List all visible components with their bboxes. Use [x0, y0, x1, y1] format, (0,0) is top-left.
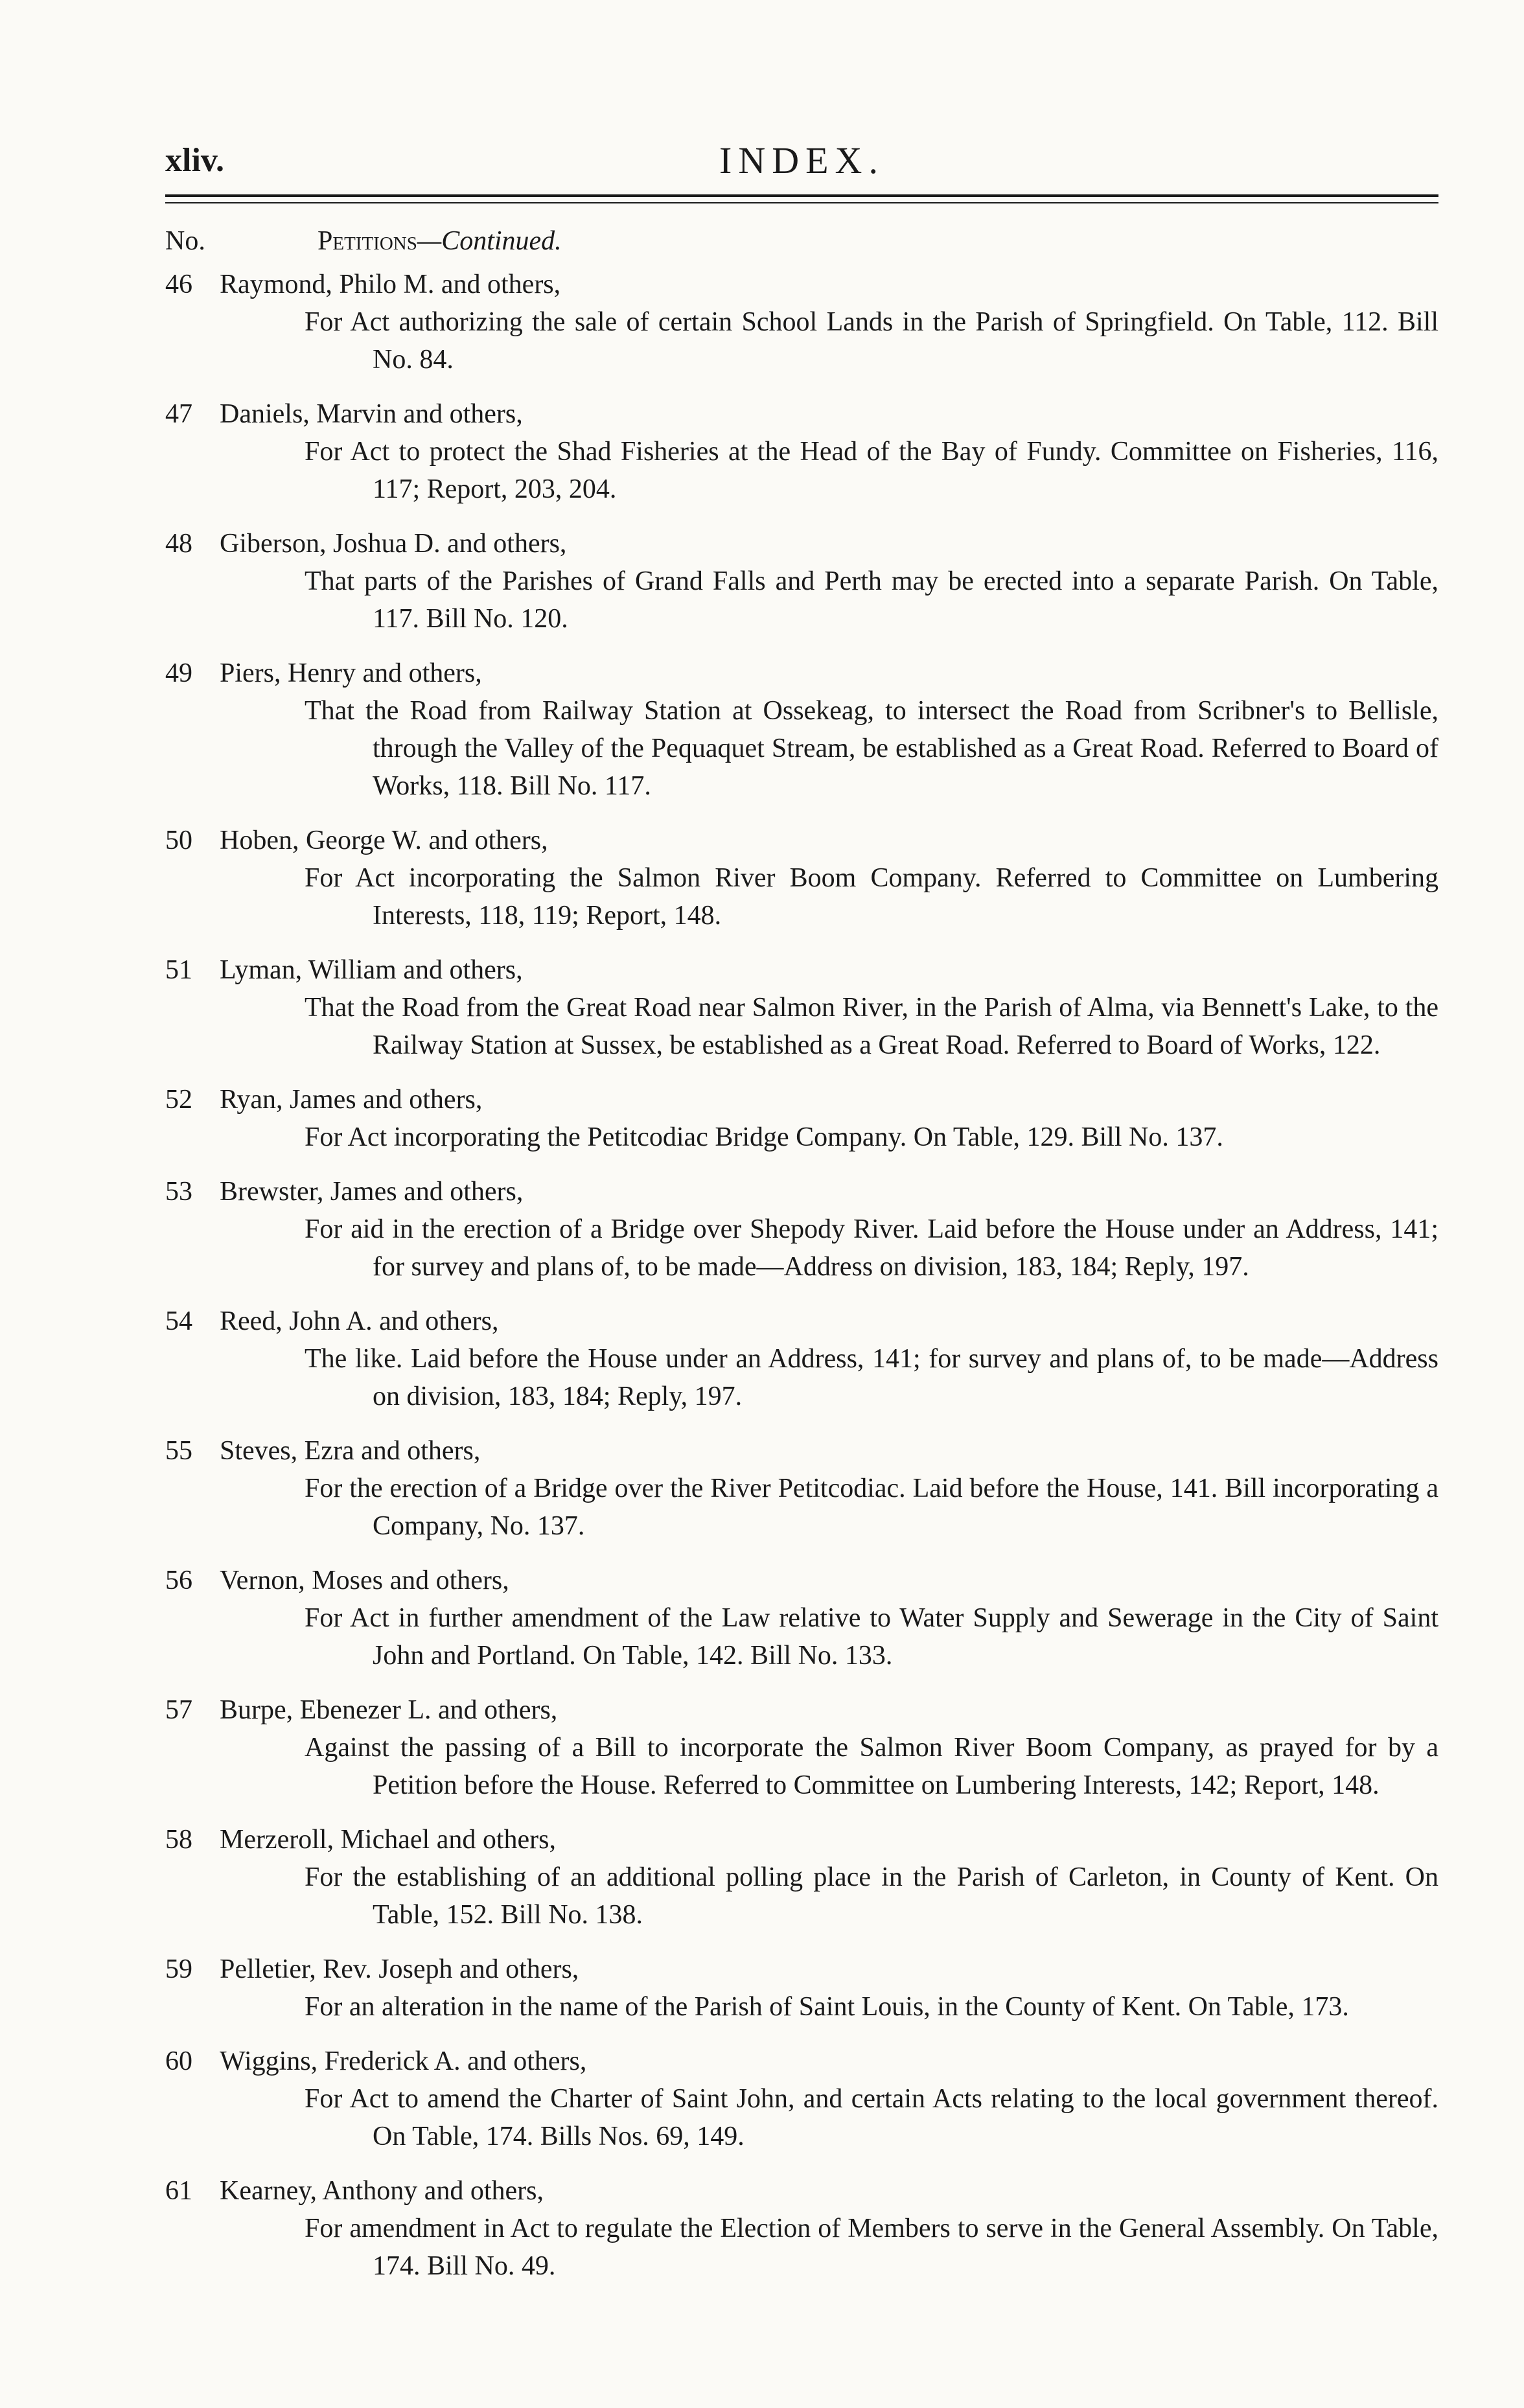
petition-entry-head	[165, 1432, 1438, 1470]
petition-number: 51	[165, 955, 192, 985]
petition-entry	[165, 395, 1438, 508]
petition-description: For Act incorporating the Petitcodiac Bridge Company. On Table, 129. Bill No. 137.	[305, 1122, 1223, 1152]
petition-entry-head	[165, 395, 1438, 433]
petition-entry	[165, 1432, 1438, 1545]
petitioner-name: Ryan, James and others,	[220, 1085, 483, 1115]
petition-number: 50	[165, 826, 192, 855]
petitioner-name: Reed, John A. and others,	[220, 1306, 499, 1336]
petition-entry-head	[165, 1562, 1438, 1599]
page-number: xliv.	[165, 142, 225, 179]
petition-number: 57	[165, 1695, 192, 1725]
petition-entry	[165, 1302, 1438, 1415]
petition-description: For Act in further amendment of the Law relative to Water Supply and Sewerage in the City of Saint John and Portland. On Table, 142. Bill No. 133.	[305, 1603, 1438, 1671]
petitioner-name: Steves, Ezra and others,	[220, 1436, 481, 1466]
petition-number: 48	[165, 529, 192, 559]
petition-entry-head	[165, 266, 1438, 303]
petitioner-name: Daniels, Marvin and others,	[220, 399, 523, 429]
petition-list	[165, 266, 1438, 2285]
petition-entry-head	[165, 525, 1438, 562]
petition-number: 54	[165, 1306, 192, 1336]
petitioner-name: Raymond, Philo M. and others,	[220, 270, 561, 299]
petitioner-name: Brewster, James and others,	[220, 1177, 524, 1207]
petition-description: For Act incorporating the Salmon River Boom Company. Referred to Committee on Lumbering Interests, 118, 119; Report, 148.	[305, 863, 1438, 931]
petition-description: For an alteration in the name of the Parish of Saint Louis, in the County of Kent. On Table, 173.	[305, 1992, 1349, 2022]
petition-description: For aid in the erection of a Bridge over Shepody River. Laid before the House under an Address, 141; for survey and plans of, to be made—Address on division, 183, 184; Reply, 197.	[305, 1214, 1438, 1282]
petitioner-name: Wiggins, Frederick A. and others,	[220, 2046, 587, 2076]
petitioner-name: Giberson, Joshua D. and others,	[220, 529, 567, 559]
petition-number: 60	[165, 2046, 192, 2076]
petitioner-name: Lyman, William and others,	[220, 955, 523, 985]
petition-number: 59	[165, 1954, 192, 1984]
petition-number: 49	[165, 658, 192, 688]
petition-entry-head	[165, 1173, 1438, 1210]
petitioner-name: Merzeroll, Michael and others,	[220, 1825, 556, 1855]
petition-entry	[165, 654, 1438, 805]
petition-description: For Act to protect the Shad Fisheries at the Head of the Bay of Fundy. Committee on Fisheries, 116, 117; Report, 203, 204.	[305, 437, 1438, 504]
petition-number: 46	[165, 270, 192, 299]
petition-description: That parts of the Parishes of Grand Falls and Perth may be erected into a separate Parish. On Table, 117. Bill No. 120.	[305, 566, 1438, 634]
petition-entry	[165, 1173, 1438, 1286]
petition-entry	[165, 951, 1438, 1064]
petition-description: That the Road from Railway Station at Ossekeag, to intersect the Road from Scribner's to Bellisle, through the Valley of the Pequaquet Stream, be established as a Great Road. Referred to Board of Works, 118. Bill No. 117.	[305, 696, 1438, 801]
petitioner-name: Piers, Henry and others,	[220, 658, 482, 688]
petition-number: 58	[165, 1825, 192, 1855]
petition-entry	[165, 1691, 1438, 1804]
petitioner-name: Vernon, Moses and others,	[220, 1566, 509, 1595]
petition-description: For the erection of a Bridge over the River Petitcodiac. Laid before the House, 141. Bill incorporating a Company, No. 137.	[305, 1474, 1438, 1541]
petition-entry	[165, 525, 1438, 638]
petition-entry-head	[165, 1951, 1438, 1988]
section-heading-label: Petitions	[318, 226, 417, 256]
petition-description: For Act to amend the Charter of Saint John, and certain Acts relating to the local government thereof. On Table, 174. Bills Nos. 69, 149.	[305, 2084, 1438, 2151]
index-page	[165, 130, 1438, 2302]
section-heading-line	[165, 226, 1438, 262]
petition-description: For the establishing of an additional polling place in the Parish of Carleton, in County of Kent. On Table, 152. Bill No. 138.	[305, 1862, 1438, 1930]
section-heading	[318, 226, 562, 257]
petition-number: 56	[165, 1566, 192, 1595]
petition-entry	[165, 1821, 1438, 1934]
petition-description: Against the passing of a Bill to incorporate the Salmon River Boom Company, as prayed for by a Petition before the House. Referred to Committee on Lumbering Interests, 142; Report, 148.	[305, 1733, 1438, 1800]
petition-number: 53	[165, 1177, 192, 1207]
petition-entry	[165, 2043, 1438, 2155]
petitioner-name: Burpe, Ebenezer L. and others,	[220, 1695, 558, 1725]
petition-entry	[165, 266, 1438, 378]
petition-entry	[165, 1562, 1438, 1674]
petition-entry	[165, 822, 1438, 934]
petition-description: That the Road from the Great Road near Salmon River, in the Parish of Alma, via Bennett's Lake, to the Railway Station at Sussex, be established as a Great Road. Referred to Board of Works, 122.	[305, 993, 1438, 1060]
petitioner-name: Pelletier, Rev. Joseph and others,	[220, 1954, 579, 1984]
petition-entry	[165, 2172, 1438, 2285]
petition-number: 55	[165, 1436, 192, 1466]
petitioner-name: Kearney, Anthony and others,	[220, 2176, 544, 2206]
petition-entry-head	[165, 951, 1438, 989]
petition-description: For amendment in Act to regulate the Election of Members to serve in the General Assembly. On Table, 174. Bill No. 49.	[305, 2214, 1438, 2281]
petition-entry-head	[165, 2043, 1438, 2080]
petition-description: The like. Laid before the House under an Address, 141; for survey and plans of, to be made—Address on division, 183, 184; Reply, 197.	[305, 1344, 1438, 1411]
petition-entry-head	[165, 654, 1438, 692]
petition-entry-head	[165, 2172, 1438, 2210]
petition-number: 52	[165, 1085, 192, 1115]
column-label-no: No.	[165, 226, 205, 256]
continued-label: —Continued.	[417, 226, 562, 256]
petition-entry-head	[165, 1302, 1438, 1340]
page-title: INDEX.	[719, 139, 884, 181]
petition-entry-head	[165, 1821, 1438, 1858]
petition-entry	[165, 1081, 1438, 1156]
running-head	[165, 130, 1438, 194]
petition-entry	[165, 1951, 1438, 2026]
petition-description: For Act authorizing the sale of certain School Lands in the Parish of Springfield. On Table, 112. Bill No. 84.	[305, 307, 1438, 375]
petitioner-name: Hoben, George W. and others,	[220, 826, 548, 855]
petition-entry-head	[165, 1691, 1438, 1729]
petition-entry-head	[165, 822, 1438, 859]
petition-number: 47	[165, 399, 192, 429]
petition-entry-head	[165, 1081, 1438, 1118]
petition-number: 61	[165, 2176, 192, 2206]
double-rule-divider	[165, 194, 1438, 203]
